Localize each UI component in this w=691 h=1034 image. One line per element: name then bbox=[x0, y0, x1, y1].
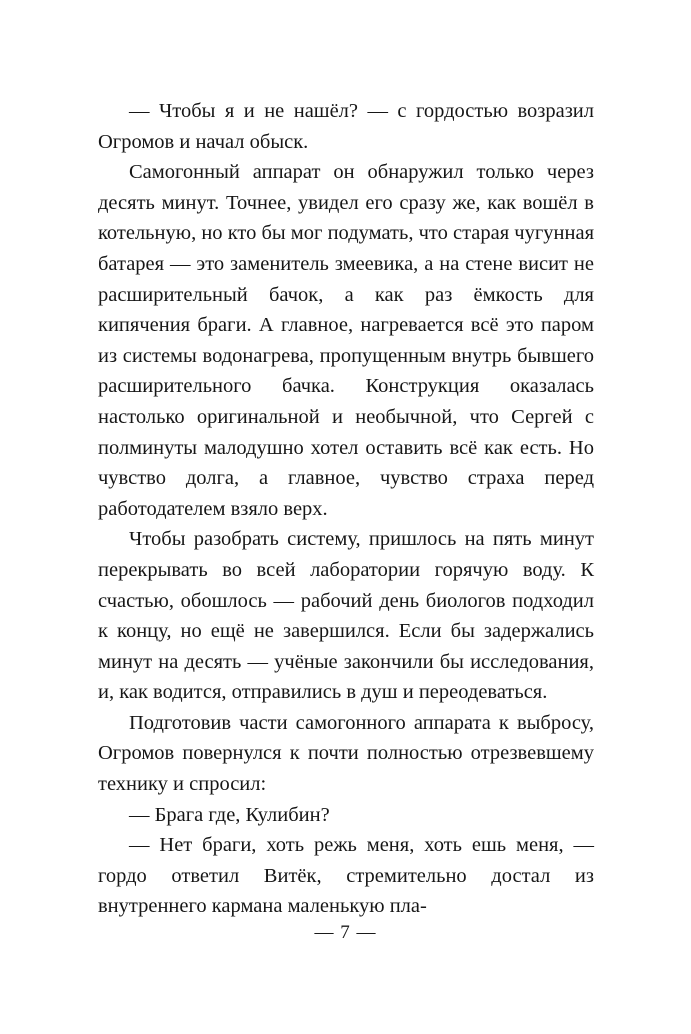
paragraph: — Брага где, Кулибин? bbox=[129, 803, 330, 826]
paragraph: Самогонный аппарат он обнаружил только через десять минут. Точнее, увидел его сразу же, как вошёл в котельную, но кто бы мог подумать, что старая чугунная батарея — это заменитель змеевика, а на стене висит не расширительный бачок, а как раз ёмкость для кипячения браги. А главное, нагревается всё это паром из системы водонагрева, пропущенным внутрь бывшего расширительного бачка. Конструкция оказалась настолько оригинальной и необычной, что Сергей с полминуты малодушно хотел оставить всё как есть. Но чувство долга, а главное, чувство страха перед работодателем взяло верх. bbox=[98, 161, 594, 520]
paragraph: — Нет браги, хоть режь меня, хоть ешь меня, — гордо ответил Витёк, стремительно достал из внутреннего кармана маленькую пла- bbox=[98, 834, 594, 918]
body-text bbox=[98, 96, 594, 922]
paragraph: — Чтобы я и не нашёл? — с гордостью возразил Огромов и начал обыск. bbox=[98, 100, 594, 153]
paragraph: Подготовив части самогонного аппарата к выбросу, Огромов повернулся к почти полностью отрезвевшему технику и спросил: bbox=[98, 711, 594, 796]
page-number: — 7 — bbox=[314, 922, 377, 943]
paragraph: Чтобы разобрать систему, пришлось на пять минут перекрывать во всей лаборатории горячую воду. К счастью, обошлось — рабочий день биологов подходил к концу, но ещё не завершился. Если бы задержались минут на десять — учёные закончили бы исследования, и, как водится, отправились в душ и переодеваться. bbox=[98, 528, 594, 704]
